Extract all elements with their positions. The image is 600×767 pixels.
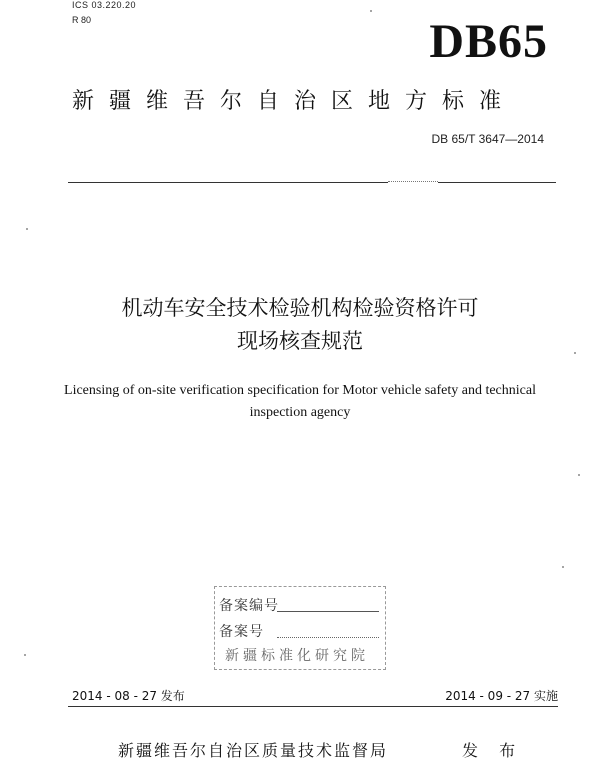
registration-line-1 — [277, 611, 379, 612]
chinese-title-line-1: 机动车安全技术检验机构检验资格许可 — [121, 296, 479, 320]
english-title — [40, 380, 560, 424]
publish-label: 发 布 — [462, 741, 524, 760]
english-title-line-1: Licensing of on-site verification specification for Motor vehicle safety and technical — [64, 383, 536, 398]
chinese-title — [0, 292, 600, 358]
standard-number: DB 65/T 3647—2014 — [431, 132, 544, 146]
scan-speck — [562, 566, 564, 568]
registration-row-2 — [215, 617, 385, 644]
registration-row-1 — [215, 591, 385, 618]
scan-speck — [24, 654, 26, 656]
top-divider-right — [438, 182, 556, 183]
bottom-divider — [68, 706, 558, 707]
registration-line-2 — [277, 637, 379, 638]
registration-stamp — [214, 586, 386, 670]
top-divider-dots — [388, 181, 438, 182]
ics-code: ICS 03.220.20 — [72, 0, 137, 10]
implementation-date: 2014 - 09 - 27 实施 — [445, 689, 558, 703]
scan-speck — [370, 10, 372, 12]
english-title-line-2: inspection agency — [249, 405, 351, 420]
registration-label-1: 备案编号 — [219, 598, 279, 614]
registration-row-3 — [215, 641, 385, 668]
registration-label-3: 新疆标准化研究院 — [225, 648, 369, 664]
scan-speck — [26, 228, 28, 230]
registration-label-2: 备案号 — [219, 624, 264, 640]
db-mark: DB65 — [429, 15, 548, 68]
scan-speck — [578, 474, 580, 476]
scan-speck — [574, 352, 576, 354]
issue-date: 2014 - 08 - 27 发布 — [72, 689, 185, 703]
chinese-title-line-2: 现场核查规范 — [237, 329, 363, 353]
top-divider-left — [68, 182, 388, 183]
ccs-code: R 80 — [72, 15, 92, 25]
issuing-authority: 新疆维吾尔自治区质量技术监督局 — [118, 741, 389, 760]
standard-type: 新疆维吾尔自治区地方标准 — [72, 89, 517, 114]
